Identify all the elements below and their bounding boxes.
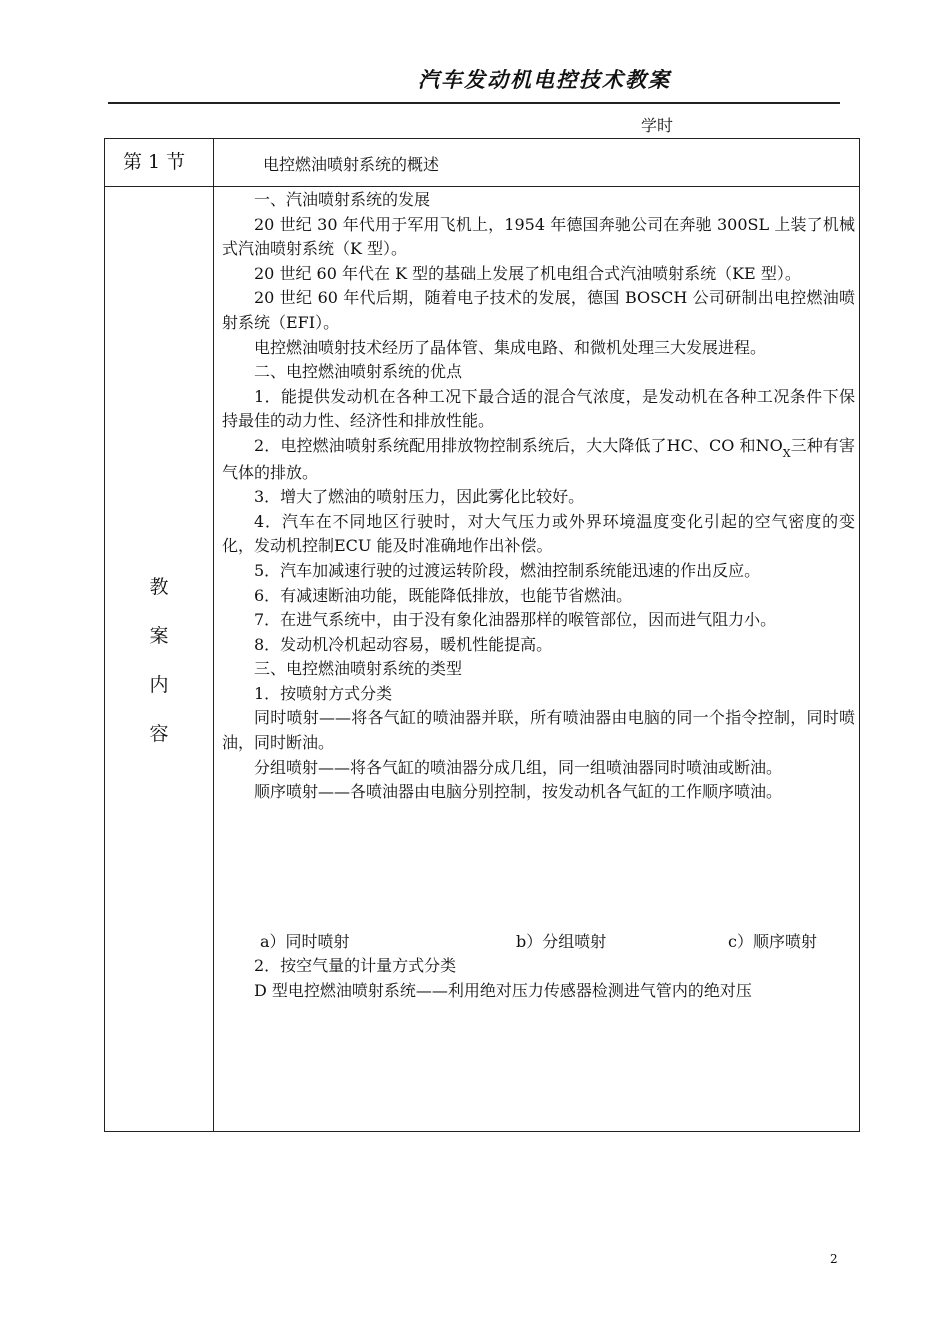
- caption: a）同时喷射: [260, 931, 350, 951]
- paragraph: D 型电控燃油喷射系统——利用绝对压力传感器检测进气管内的绝对压: [254, 981, 752, 1001]
- side-label-char: 案: [149, 625, 169, 647]
- paragraph: 20 世纪 60 年代在 K 型的基础上发展了机电组合式汽油喷射系统（KE 型）。: [254, 263, 801, 283]
- list-item: 1．能提供发动机在各种工况下最合适的混合气浓度，是发动机在各种工况条件下保持最佳的动力性、经济性和排放性能。: [222, 386, 855, 431]
- lesson-content: [222, 188, 855, 1004]
- table-column-divider: [213, 139, 214, 1131]
- side-label-char: 容: [149, 723, 169, 745]
- list-item: 5．汽车加减速行驶的过渡运转阶段，燃油控制系统能迅速的作出反应。: [254, 560, 761, 580]
- document-header-title: 汽车发动机电控技术教案: [418, 67, 671, 92]
- paragraph: 分组喷射——将各气缸的喷油器分成几组，同一组喷油器同时喷油或断油。: [254, 757, 783, 777]
- paragraph: 20 世纪 30 年代用于军用飞机上，1954 年德国奔驰公司在奔驰 300SL 上装了机械式汽油喷射系统（K 型）。: [222, 214, 855, 259]
- content-side-label: [149, 563, 169, 759]
- section-label: 第 1 节: [123, 151, 186, 173]
- paragraph: 同时喷射——将各气缸的喷油器并联，所有喷油器由电脑的同一个指令控制，同时喷油，同时断油。: [222, 708, 855, 753]
- paragraph: 20 世纪 60 年代后期，随着电子技术的发展，德国 BOSCH 公司研制出电控燃油喷射系统（EFI）。: [222, 288, 855, 332]
- figure-area: [222, 805, 855, 930]
- subheading: 2．按空气量的计量方式分类: [254, 956, 457, 976]
- lesson-plan-table: [104, 138, 860, 1132]
- nox-subscript: X: [782, 446, 791, 460]
- paragraph: 顺序喷射——各喷油器由电脑分别控制，按发动机各气缸的工作顺序喷油。: [254, 782, 783, 802]
- caption: c）顺序喷射: [728, 931, 817, 951]
- section-title: 电控燃油喷射系统的概述: [263, 155, 440, 174]
- paragraph: 电控燃油喷射技术经历了晶体管、集成电路、和微机处理三大发展进程。: [254, 337, 767, 357]
- heading-types: 三、电控燃油喷射系统的类型: [254, 659, 463, 679]
- header-divider: [108, 102, 840, 104]
- item2-text-end: 三种有害气体的排放。: [222, 435, 855, 482]
- list-item: 7．在进气系统中，由于没有象化油器那样的喉管部位，因而进气阻力小。: [254, 610, 777, 630]
- table-row-divider: [105, 186, 859, 187]
- caption: b）分组喷射: [516, 931, 607, 951]
- side-label-char: 内: [149, 674, 169, 696]
- list-item: 3．增大了燃油的喷射压力，因此雾化比较好。: [254, 487, 585, 507]
- list-item: 4．汽车在不同地区行驶时，对大气压力或外界环境温度变化引起的空气密度的变化，发动机控制ECU 能及时准确地作出补偿。: [222, 511, 855, 556]
- list-item: [222, 434, 855, 485]
- list-item: 6．有减速断油功能，既能降低排放，也能节省燃油。: [254, 585, 633, 605]
- hours-label: 学时: [641, 116, 674, 135]
- heading-development: 一、汽油喷射系统的发展: [254, 190, 431, 209]
- nox-text: NO: [755, 435, 783, 455]
- item2-text: 2．电控燃油喷射系统配用排放物控制系统后，大大降低了HC、CO 和: [254, 435, 756, 455]
- figure-captions: [222, 930, 855, 955]
- list-item: 8．发动机冷机起动容易，暖机性能提高。: [254, 634, 553, 654]
- side-label-char: 教: [149, 576, 169, 598]
- subheading: 1．按喷射方式分类: [254, 683, 393, 703]
- page-number: 2: [830, 1252, 838, 1266]
- heading-advantages: 二、电控燃油喷射系统的优点: [254, 362, 463, 382]
